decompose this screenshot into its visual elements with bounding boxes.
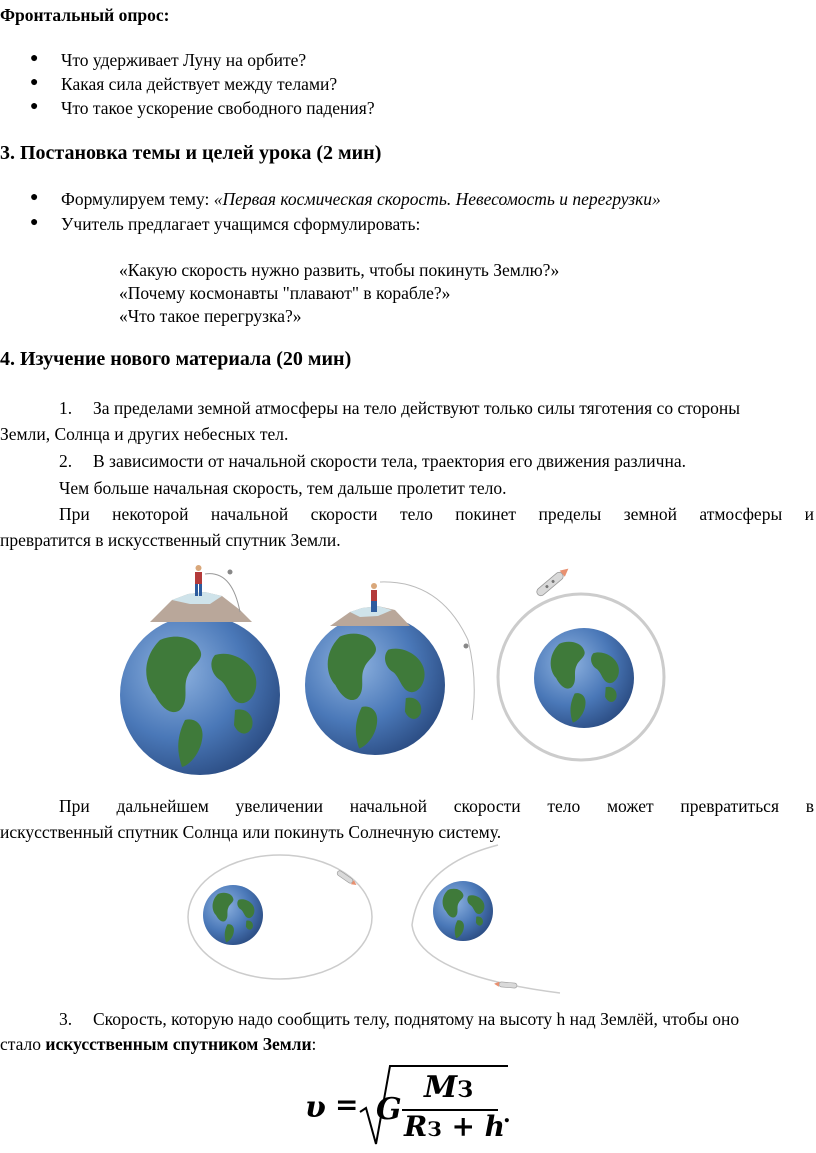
- projectile-2: [464, 644, 469, 649]
- quote-2: «Почему космонавты "плавают" в корабле?»: [119, 283, 451, 303]
- teacher-line: Учитель предлагает учащимся сформулировать:: [61, 214, 421, 234]
- formula-numerator: [424, 1070, 473, 1105]
- earth-globe-5: [433, 881, 493, 941]
- item1-number: 1.: [59, 398, 73, 418]
- formula-period: .: [503, 1102, 511, 1128]
- survey-heading: Фронтальный опрос:: [0, 5, 170, 25]
- escape-trajectories-illustration: [0, 845, 816, 995]
- formula-G: G: [376, 1092, 402, 1127]
- item3-line2-post: :: [311, 1034, 317, 1054]
- paragraph-satellite-line1: При некоторой начальной скорости тело покинет пределы земной атмосферы и: [59, 504, 814, 524]
- formula-radius: R: [404, 1110, 428, 1143]
- item1-line2: Земли, Солнца и других небесных тел.: [0, 424, 289, 444]
- formula-equals: =: [335, 1088, 359, 1121]
- section4-heading: 4. Изучение нового материала (20 мин): [0, 348, 352, 370]
- earth-globe-1: [120, 592, 280, 775]
- bullet-icon: ●: [30, 99, 39, 114]
- paragraph-sun-satellite-line1: При дальнейшем увеличении начальной скорости тело может превратиться в: [59, 796, 814, 816]
- projectile-1: [228, 570, 233, 575]
- formula-velocity: υ: [305, 1090, 326, 1125]
- earth-globe-2: [305, 606, 445, 755]
- formula-mass-subscript: З: [457, 1077, 474, 1103]
- earth-globe-3: [534, 628, 634, 728]
- first-cosmic-velocity-formula: [300, 1062, 520, 1150]
- person-figure-2: [371, 583, 377, 612]
- survey-question-3: Что такое ускорение свободного падения?: [61, 98, 375, 118]
- item3-number: 3.: [59, 1009, 73, 1029]
- formula-denominator: [404, 1110, 505, 1143]
- paragraph-sun-satellite-line2: искусственный спутник Солнца или покинуть Солнечную систему.: [0, 822, 502, 842]
- bullet-icon: ●: [30, 190, 39, 205]
- section3-heading: 3. Постановка темы и целей урока (2 мин): [0, 142, 382, 164]
- survey-question-2: Какая сила действует между телами?: [61, 74, 338, 94]
- survey-question-1: Что удерживает Луну на орбите?: [61, 50, 307, 70]
- item3-line2-bold: искусственным спутником Земли: [45, 1034, 312, 1054]
- paragraph-farther: Чем больше начальная скорость, тем дальше пролетит тело.: [59, 478, 507, 498]
- paragraph-satellite-line2: превратится в искусственный спутник Земли.: [0, 530, 341, 550]
- topic-title: «Первая космическая скорость. Невесомость и перегрузки»: [213, 189, 661, 209]
- item1-line1: За пределами земной атмосферы на тело действуют только силы тяготения со стороны: [93, 398, 740, 418]
- formula-plus-h: + h: [451, 1110, 506, 1143]
- formula-mass: M: [424, 1070, 458, 1105]
- bullet-icon: ●: [30, 51, 39, 66]
- item3-line2-pre: стало: [0, 1034, 46, 1054]
- topic-line: [61, 188, 661, 210]
- person-figure-1: [195, 565, 202, 596]
- topic-prefix: Формулируем тему:: [61, 189, 214, 209]
- earth-trajectories-illustration: [0, 560, 816, 800]
- item3-line2: [0, 1033, 316, 1055]
- earth-globe-4: [203, 885, 263, 945]
- item3-line1: Скорость, которую надо сообщить телу, поднятому на высоту h над Землёй, чтобы оно: [93, 1009, 740, 1029]
- quote-3: «Что такое перегрузка?»: [119, 306, 302, 326]
- rocket-icon: [535, 566, 571, 598]
- item2-line1: В зависимости от начальной скорости тела, траектория его движения различна.: [93, 451, 686, 471]
- bullet-icon: ●: [30, 215, 39, 230]
- rocket-icon: [336, 870, 358, 887]
- quote-1: «Какую скорость нужно развить, чтобы покинуть Землю?»: [119, 260, 560, 280]
- item2-number: 2.: [59, 451, 73, 471]
- formula-radius-subscript: З: [427, 1117, 442, 1141]
- bullet-icon: ●: [30, 75, 39, 90]
